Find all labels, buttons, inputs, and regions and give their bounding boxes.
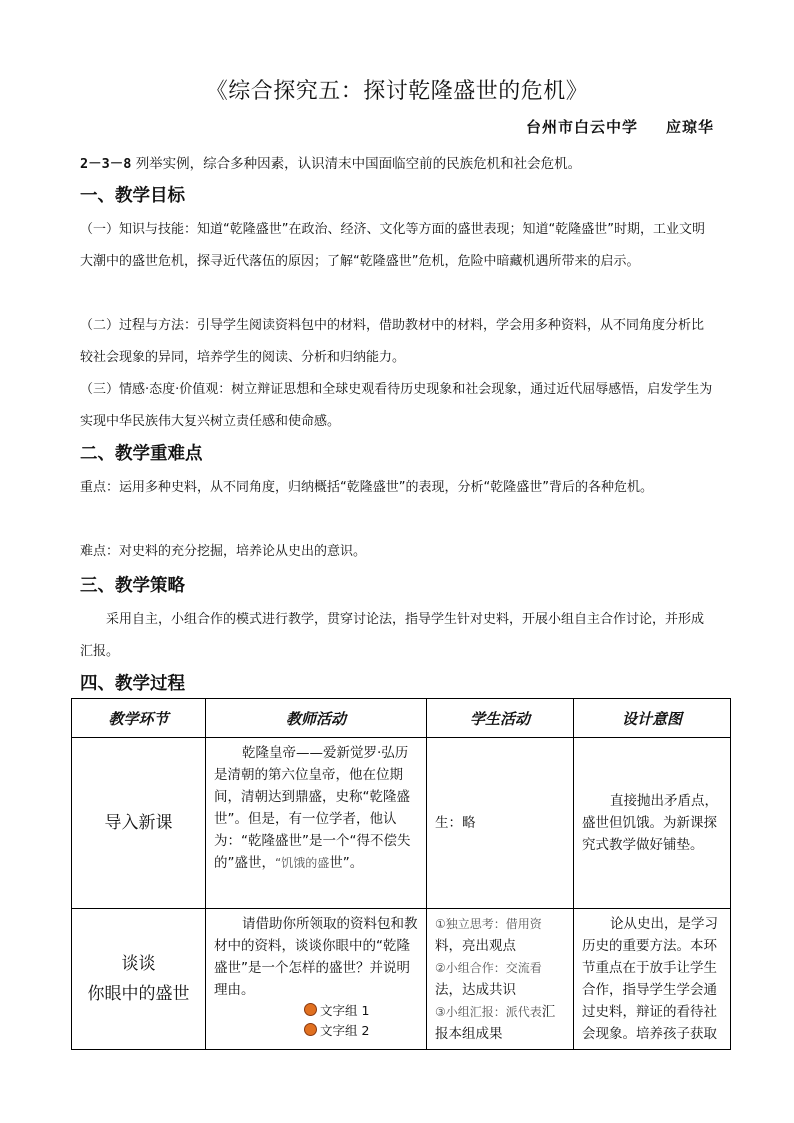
section-heading-strategy: 三、教学策略 [80,576,185,596]
student-step-3 [435,1001,565,1045]
student-activity-discussion [427,909,574,1050]
orange-bullet-icon [304,1003,317,1016]
intent-discussion: 论从史出，是学习历史的重要方法。本环节重点在于放手让学生合作，指导学生学会通过史料，辩证的看待社会现象。培养孩子获取 [574,909,731,1050]
student-step-3-rest: 汇报本组成果 [435,1004,556,1042]
author-name: 应琼华 [665,118,714,136]
objective-values: （三）情感·态度·价值观：树立辩证思想和全球史观看待历史现象和社会现象，通过近代屈辱感悟，启发学生为实现中华民族伟大复兴树立责任感和使命感。 [80,382,713,429]
student-step-2-rest: 法，达成共识 [435,982,516,998]
objective-process: （二）过程与方法：引导学生阅读资料包中的材料，借助教材中的材料，学会用多种资料，从不同角度分析比较社会现象的异同，培养学生的阅读、分析和归纳能力。 [80,318,705,365]
keypoint-difficulty: 难点：对史料的充分挖掘，培养论从史出的意识。 [80,544,367,559]
header-intent: 设计意图 [574,699,731,738]
text-group-1-label: 文字组 1 [320,1003,370,1018]
section-heading-objectives: 一、教学目标 [80,186,185,206]
header-student: 学生活动 [427,699,574,738]
author-school: 台州市白云中学 [525,118,638,136]
teacher-intro-end: 世”。 [329,855,364,871]
curriculum-standard [80,152,720,172]
stage-intro: 导入新课 [72,738,206,909]
teacher-discussion-text: 请借助你所领取的资料包和教材中的资料，谈谈你眼中的“乾隆盛世”是一个怎样的盛世？并说明理由。 [214,916,418,998]
teacher-intro-text: 乾隆皇帝——爱新觉罗·弘历是清朝的第六位皇帝，他在位期间，清朝达到鼎盛，史称“乾隆盛世”。但是，有一位学者，他认为：“乾隆盛世”是一个“得不偿失的”盛世， [214,745,411,871]
standard-code: 2－3－8 [80,156,132,172]
strategy-text: 采用自主，小组合作的模式进行教学，贯穿讨论法，指导学生针对史料，开展小组自主合作讨论，并形成汇报。 [80,612,705,659]
teacher-intro-quote: “饥饿的盛 [275,856,330,870]
student-step-1-rest: 料，亮出观点 [435,938,516,954]
stage-discussion [72,909,206,1050]
table-header-row [72,699,731,738]
page-title: 《综合探究五：探讨乾隆盛世的危机》 [205,79,589,104]
table-row [72,909,731,1050]
student-step-3-label: ③小组汇报：派代表 [435,1005,542,1019]
intent-intro: 直接抛出矛盾点，盛世但饥饿。为新课探究式教学做好铺垫。 [574,738,731,909]
section-heading-process: 四、教学过程 [80,674,185,694]
text-group-2-label: 文字组 2 [320,1023,370,1038]
keypoint-focus: 重点：运用多种史料，从不同角度，归纳概括“乾隆盛世”的表现，分析“乾隆盛世”背后的各种危机。 [80,480,653,495]
stage-discussion-line1: 谈谈 [121,954,156,974]
student-step-1 [435,913,565,957]
header-teacher: 教师活动 [206,699,427,738]
header-stage: 教学环节 [72,699,206,738]
objective-knowledge: （一）知识与技能：知道“乾隆盛世”在政治、经济、文化等方面的盛世表现；知道“乾隆盛世”时期，工业文明大潮中的盛世危机，探寻近代落伍的原因；了解“乾隆盛世”危机，危险中暗藏机遇所带来的启示。 [80,222,705,269]
teacher-activity-intro [206,738,427,909]
stage-discussion-line2: 你眼中的盛世 [87,984,190,1004]
text-group-2 [304,1021,418,1041]
author-line [526,116,714,137]
process-table [71,698,731,1050]
standard-text: 列举实例，综合多种因素，认识清末中国面临空前的民族危机和社会危机。 [135,156,582,172]
section-heading-keypoints: 二、教学重难点 [80,444,203,464]
text-group-1 [304,1001,418,1021]
teacher-activity-discussion [206,909,427,1050]
orange-bullet-icon [304,1023,317,1036]
student-activity-intro: 生：略 [427,738,574,909]
student-step-2-label: ②小组合作：交流看 [435,961,542,975]
student-step-1-label: ①独立思考：借用资 [435,917,542,931]
student-step-2 [435,957,565,1001]
table-row [72,738,731,909]
